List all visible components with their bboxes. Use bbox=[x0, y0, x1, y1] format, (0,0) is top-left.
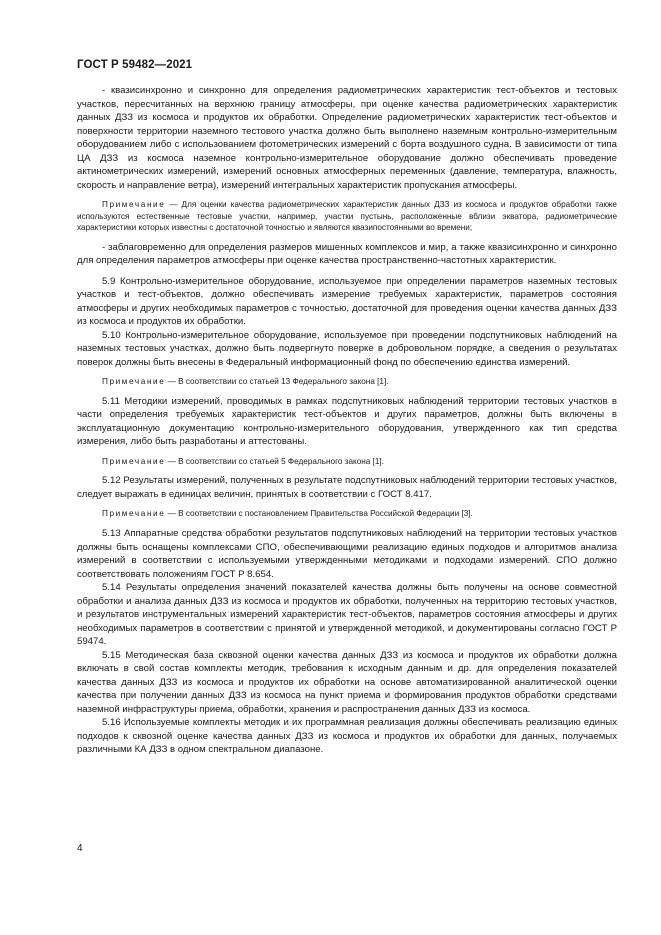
note-text: — В соответствии со статьей 13 Федерального закона [1]. bbox=[165, 377, 389, 387]
paragraph: - заблаговременно для определения размеров мишенных комплексов и мир, а также квазисинхронно и синхронно для определения параметров атмосферы при оценке качества пространственно-частотных характеристик. bbox=[77, 241, 617, 267]
paragraph-5-12: 5.12 Результаты измерений, полученных в результате подспутниковых наблюдений территории тестовых участков, следует выражать в единицах величин, принятых в соответствии с ГОСТ 8.417. bbox=[77, 475, 617, 500]
note-label: Примечание bbox=[102, 200, 166, 209]
document-body bbox=[77, 84, 617, 757]
page-number: 4 bbox=[77, 843, 83, 854]
note-text: — Для оценки качества радиометрических характеристик данных ДЗЗ из космоса и продуктов обработки также используются естественные тестовые участки, например, участки пустынь, расположенные вблизи экватора, радиометрические характеристики которых известны с достаточной точностью и являются квазипостоянными во времени; bbox=[77, 200, 617, 233]
document-code-header: ГОСТ Р 59482—2021 bbox=[77, 59, 193, 71]
note-label: Примечание bbox=[102, 456, 166, 466]
note bbox=[77, 508, 617, 520]
paragraph-5-16: 5.16 Используемые комплекты методик и их программная реализация должны обеспечивать реализацию единых подходов к сквозной оценке качества данных ДЗЗ из космоса и продуктов их обработки для данных, получаемых различными КА ДЗЗ в одном спектральном диапазоне. bbox=[77, 717, 617, 756]
paragraph-5-15: 5.15 Методическая база сквозной оценки качества данных ДЗЗ из космоса и продуктов их обработки должна включать в свой состав комплекты методик, требования к исходным данным и др. для определения показателей качества данных ДЗЗ из космоса и продуктов их обработки на основе автоматизированной аналитической оценки качества при получении данных ДЗЗ из космоса на пункт приема и формирования продуктов обработки средствами наземной инфраструктуры приема, обработки, хранения и распространения данных ДЗЗ из космоса. bbox=[77, 649, 617, 715]
paragraph-5-13: 5.13 Аппаратные средства обработки результатов подспутниковых наблюдений на территории тестовых участков должны быть оснащены комплексами СПО, обеспечивающими реализацию единых подходов и алгоритмов анализа измерений в соответствии с используемыми утвержденными методиками и подходами измерений. СПО должно соответствовать положениям ГОСТ Р 8.654. bbox=[77, 528, 617, 580]
note bbox=[77, 456, 617, 468]
paragraph-5-9: 5.9 Контрольно-измерительное оборудование, используемое при определении параметров наземных тестовых участков и тест-объектов, должно обеспечивать измерение требуемых характеристик, параметров состояния атмосферы и других необходимых параметров с точностью, достаточной для проведения оценки качества данных ДЗЗ из космоса и продуктов их обработки. bbox=[77, 275, 617, 328]
note bbox=[77, 376, 617, 388]
paragraph-5-10: 5.10 Контрольно-измерительное оборудование, используемое при проведении подспутниковых наблюдений на наземных тестовых участках, должно быть подвергнуто поверке в добровольном порядке, а сведения о результатах поверок должны быть внесены в Федеральный информационный фонд по обеспечению единства измерений. bbox=[77, 329, 617, 368]
note-text: — В соответствии с постановлением Правительства Российской Федерации [3]. bbox=[165, 509, 473, 519]
paragraph-5-14: 5.14 Результаты определения значений показателей качества должны быть получены на основе совместной обработки и анализа данных ДЗЗ из космоса и продуктов их обработки, полученных на территорию тестовых участков, и результатов инструментальных измерений характеристик тест-объектов, параметров состояния атмосферы и других необходимых параметров в соответствии с принятой и утвержденной методикой, и документированы согласно ГОСТ Р 59474. bbox=[77, 582, 617, 648]
note bbox=[77, 199, 617, 234]
note-text: — В соответствии со статьей 5 Федерального закона [1]. bbox=[165, 456, 384, 466]
paragraph: - квазисинхронно и синхронно для определения радиометрических характеристик тест-объектов и тестовых участков, пересчитанных на верхнюю границу атмосферы, при оценке качества радиометрических характеристик данных ДЗЗ из космоса и продуктов их обработки. Определение радиометрических характеристик тест-объектов и поверхности территории наземного тестового участка должно быть выполнено наземным контрольно-измерительным оборудованием либо с использованием фотометрических измерений с борта воздушного судна. В зависимости от типа ЦА ДЗЗ из космоса наземное контрольно-измерительное оборудование должно обеспечивать проведение актинометрических измерений, измерений основных атмосферных переменных (давление, температура, влажность, скорость и направление ветра), измерений интегральных характеристик пропускания атмосферы. bbox=[77, 85, 617, 191]
note-label: Примечание bbox=[102, 509, 166, 519]
paragraph-5-11: 5.11 Методики измерений, проводимых в рамках подспутниковых наблюдений территории тестовых участков в части определения требуемых характеристик тест-объектов и других параметров, должны быть включены в эксплуатационную документацию контрольно-измерительного оборудования, утвержденного как тип средства измерения, либо быть разработаны и аттестованы. bbox=[77, 395, 617, 448]
note-label: Примечание bbox=[102, 377, 166, 387]
